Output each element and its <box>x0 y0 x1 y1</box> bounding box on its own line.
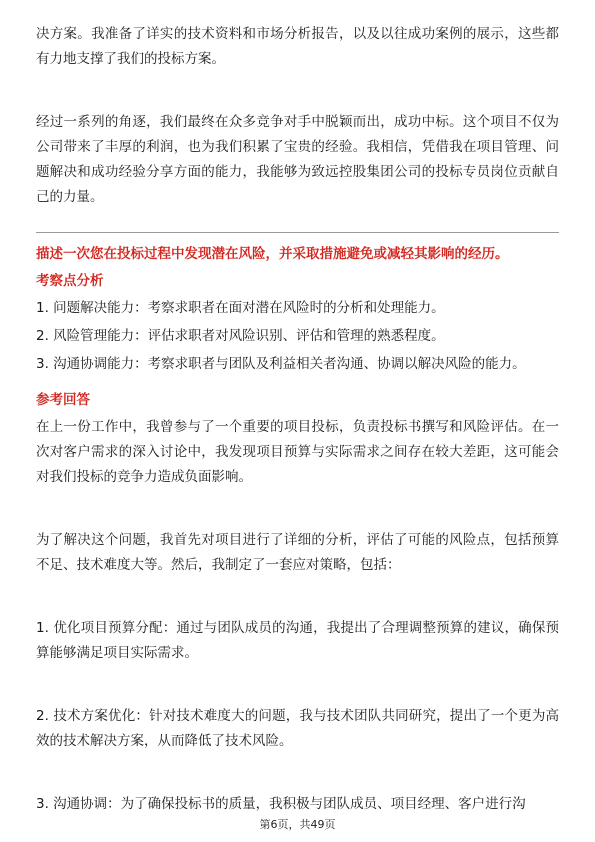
answer-paragraph-4: 2. 技术方案优化：针对技术难度大的问题，我与技术团队共同研究，提出了一个更为高效的技术解决方案，从而降低了技术风险。 <box>36 708 559 749</box>
intro-paragraph-2: 经过一系列的角逐，我们最终在众多竞争对手中脱颖而出，成功中标。这个项目不仅为公司带来了丰厚的利润，也为我们积累了宝贵的经验。我相信，凭借我在项目管理、问题解决和成功经验分享方面的能力，我能够为致远控股集团公司的投标专员岗位贡献自己的力量。 <box>36 114 559 205</box>
answer-paragraph-5: 3. 沟通协调：为了确保投标书的质量，我积极与团队成员、项目经理、客户进行沟 <box>36 796 526 812</box>
answer-paragraph-3: 1. 优化项目预算分配：通过与团队成员的沟通，我提出了合理调整预算的建议，确保预算能够满足项目实际需求。 <box>36 620 559 661</box>
answer-paragraph-2: 为了解决这个问题，我首先对项目进行了详细的分析，评估了可能的风险点，包括预算不足、技术难度大等。然后，我制定了一套应对策略，包括： <box>36 532 559 573</box>
analysis-item-3: 3. 沟通协调能力：考察求职者与团队及利益相关者沟通、协调以解决风险的能力。 <box>36 356 526 372</box>
answer-heading: 参考回答 <box>36 392 90 408</box>
analysis-item-1: 1. 问题解决能力：考察求职者在面对潜在风险时的分析和处理能力。 <box>36 300 445 316</box>
answer-paragraph-1: 在上一份工作中，我曾参与了一个重要的项目投标，负责投标书撰写和风险评估。在一次对客户需求的深入讨论中，我发现项目预算与实际需求之间存在较大差距，这可能会对我们投标的竞争力造成负面影响。 <box>36 419 559 485</box>
section-divider <box>36 232 559 233</box>
question-title: 描述一次您在投标过程中发现潜在风险，并采取措施避免或减轻其影响的经历。 <box>36 246 509 262</box>
analysis-heading: 考察点分析 <box>36 273 104 289</box>
analysis-item-2: 2. 风险管理能力：评估求职者对风险识别、评估和管理的熟悉程度。 <box>36 328 445 344</box>
intro-paragraph-1: 决方案。我准备了详实的技术资料和市场分析报告，以及以往成功案例的展示，这些都有力地支撑了我们的投标方案。 <box>36 26 559 67</box>
page-footer: 第6页，共49页 <box>259 818 336 831</box>
